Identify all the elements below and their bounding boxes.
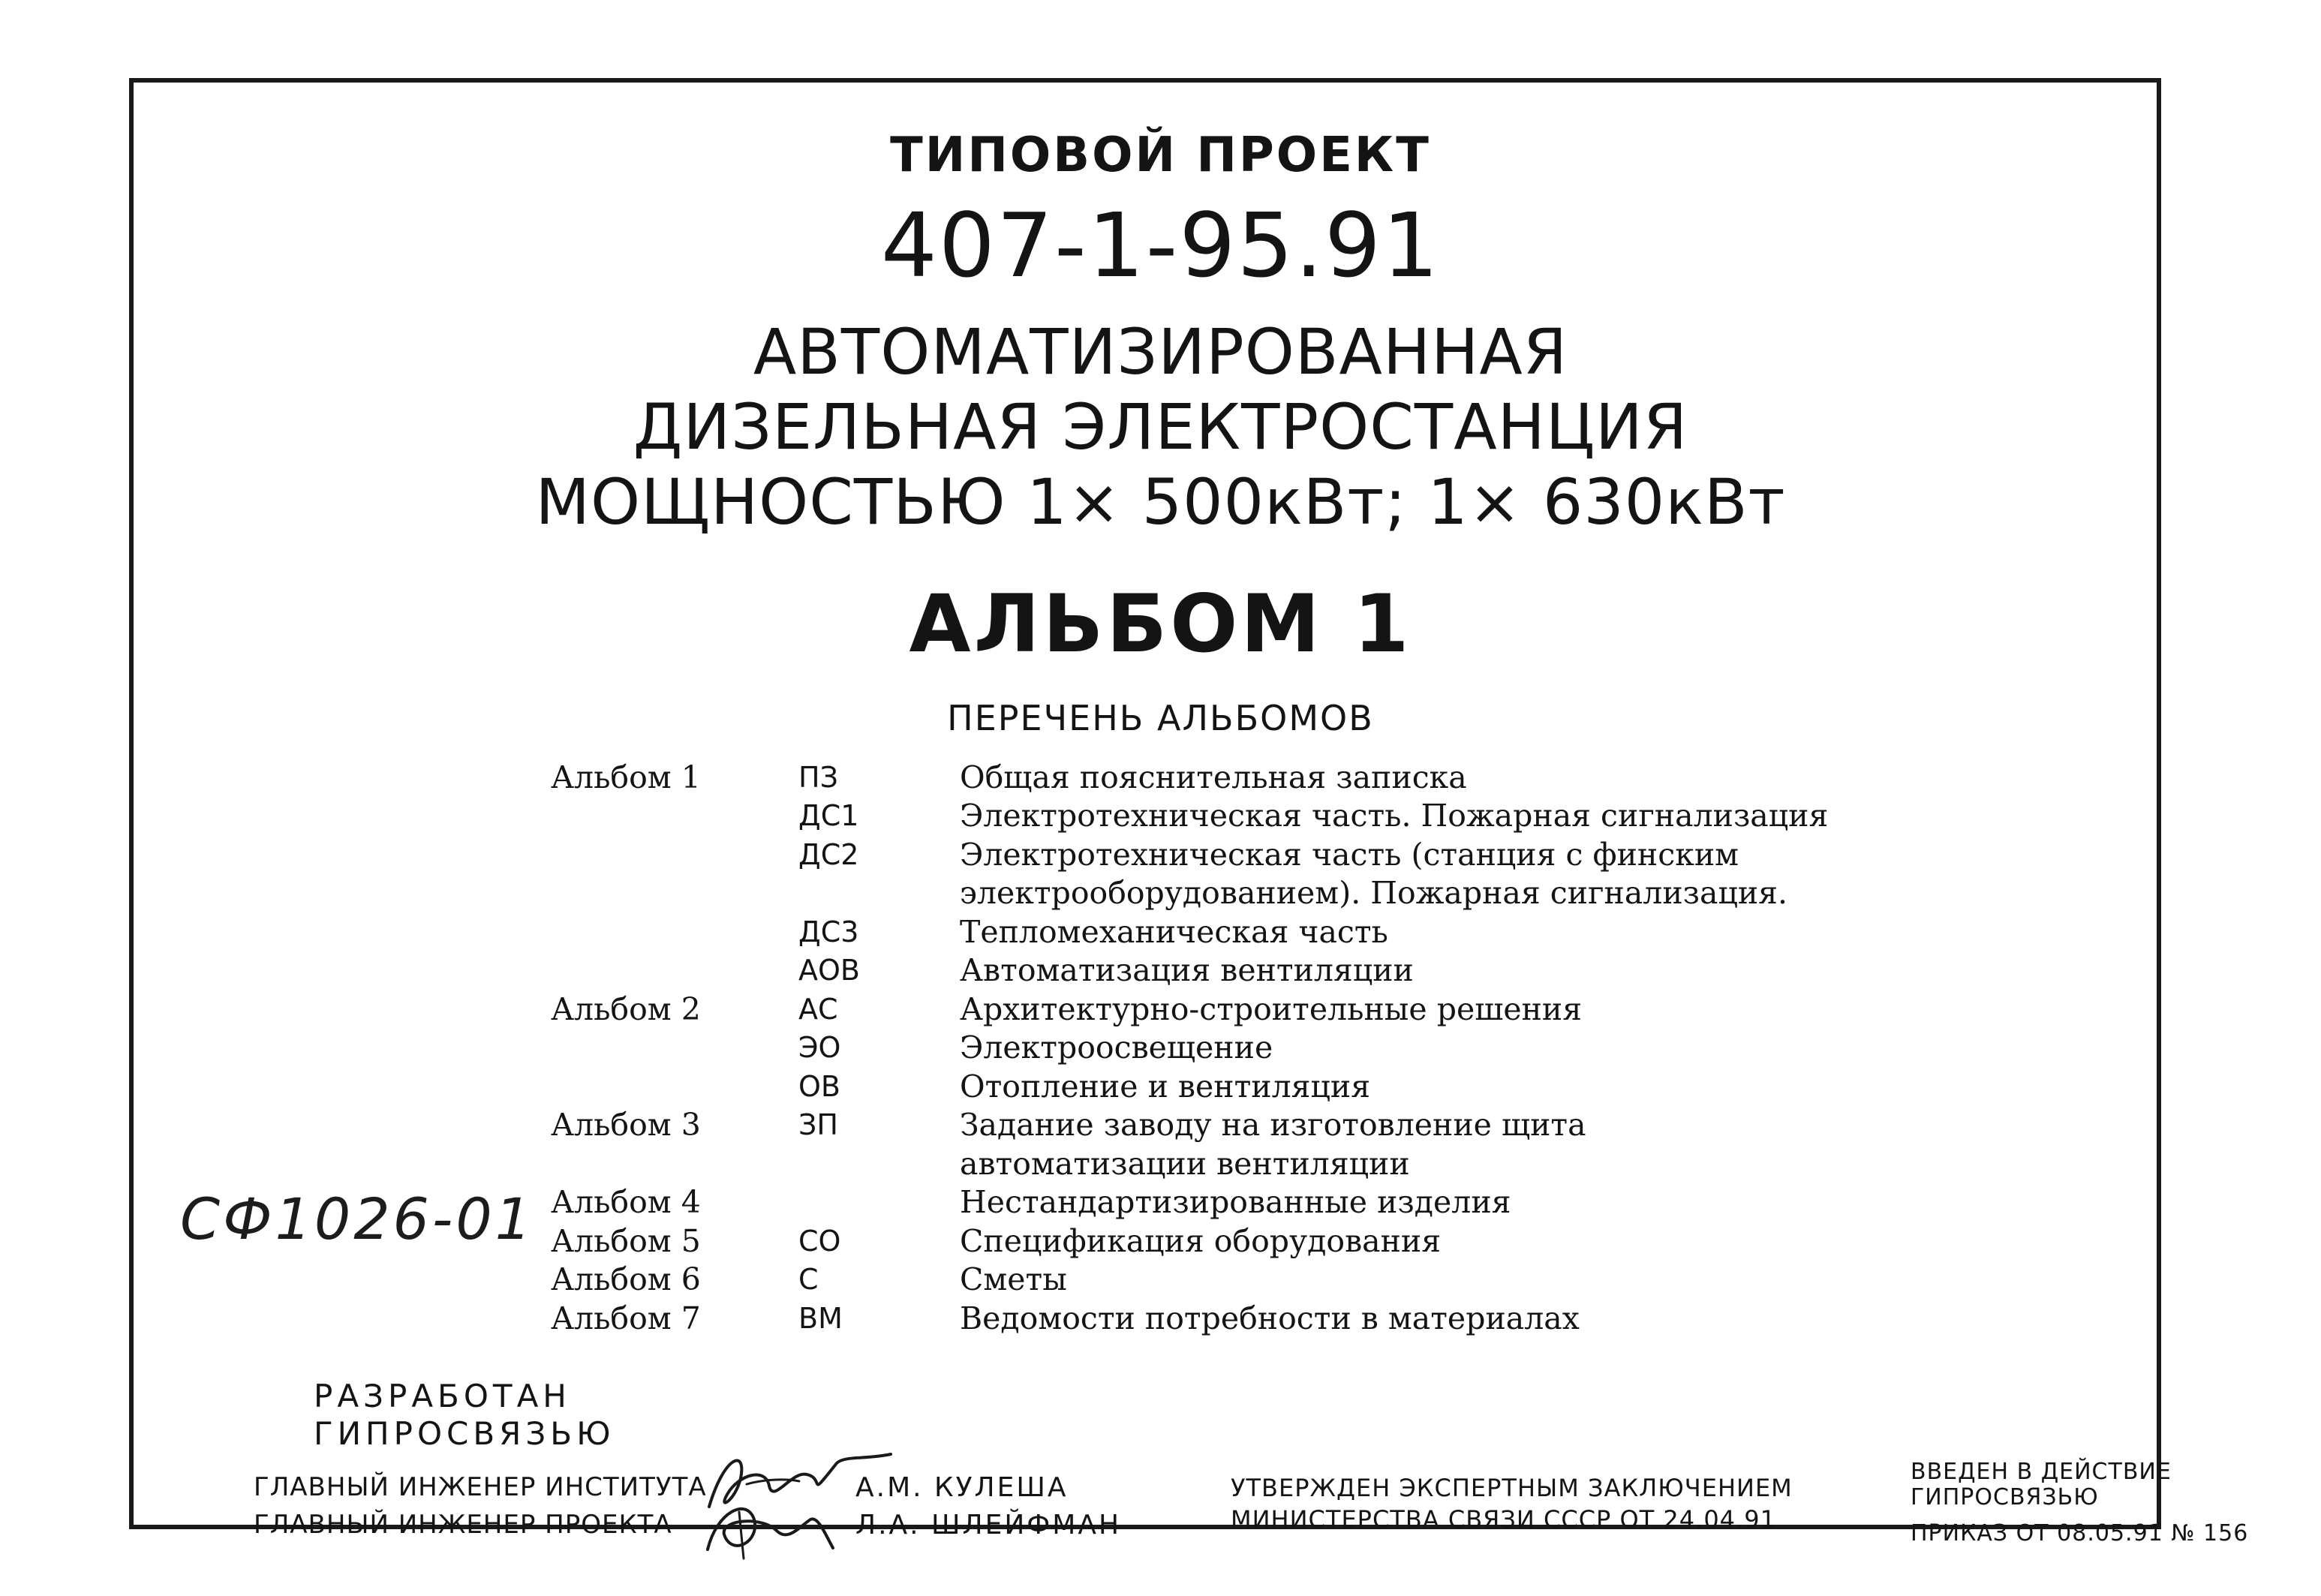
- album-list-heading: ПЕРЕЧЕНЬ АЛЬБОМОВ: [947, 698, 1374, 738]
- signer-name-2: Л.А. ШЛЕЙФМАН: [855, 1510, 1122, 1540]
- list-item: [551, 1067, 1898, 1106]
- section-title: Отопление и вентиляция: [960, 1068, 1371, 1105]
- signer-role-2: ГЛАВНЫЙ ИНЖЕНЕР ПРОЕКТА: [254, 1510, 672, 1540]
- list-item: [551, 1261, 1898, 1300]
- introduced-line-2: ГИПРОСВЯЗЬЮ: [1911, 1484, 2099, 1510]
- album-number: Альбом 4: [551, 1184, 701, 1221]
- section-title: Электроосвещение: [960, 1029, 1273, 1066]
- section-code: ПЗ: [798, 760, 838, 794]
- document-number: 407-1-95.91: [880, 194, 1441, 297]
- section-code: ДС2: [798, 837, 859, 871]
- list-item: [551, 1299, 1898, 1338]
- album-list: [551, 758, 1898, 1338]
- approval-line-1: УТВЕРЖДЕН ЭКСПЕРТНЫМ ЗАКЛЮЧЕНИЕМ: [1231, 1474, 1793, 1502]
- section-title: Нестандартизированные изделия: [960, 1184, 1511, 1221]
- section-title: Общая пояснительная записка: [960, 759, 1467, 795]
- section-code: ДС3: [798, 915, 859, 948]
- section-title: Автоматизация вентиляции: [960, 952, 1414, 989]
- title-line-3: МОЩНОСТЬЮ 1× 500кВт; 1× 630кВт: [535, 465, 1786, 539]
- list-item: [551, 1106, 1898, 1145]
- section-title: Задание заводу на изготовление щита: [960, 1107, 1586, 1144]
- section-code: АОВ: [798, 954, 860, 987]
- section-code: ОВ: [798, 1069, 840, 1103]
- list-item: [551, 835, 1898, 874]
- list-item: [551, 758, 1898, 797]
- introduced-line-1: ВВЕДЕН В ДЕЙСТВИЕ: [1911, 1459, 2172, 1485]
- approval-line-2: МИНИСТЕРСТВА СВЯЗИ СССР ОТ 24.04.91: [1231, 1505, 1776, 1534]
- album-number: Альбом 2: [551, 990, 701, 1027]
- signer-role-1: ГЛАВНЫЙ ИНЖЕНЕР ИНСТИТУТА: [254, 1472, 707, 1502]
- section-title: автоматизации вентиляции: [960, 1145, 1410, 1182]
- section-title: Спецификация оборудования: [960, 1222, 1442, 1259]
- list-item: [551, 951, 1898, 990]
- section-code: ВМ: [798, 1301, 843, 1335]
- list-item: [551, 912, 1898, 951]
- section-title: Электротехническая часть (станция с финским: [960, 836, 1739, 873]
- album-number: Альбом 1: [551, 759, 701, 795]
- list-item: [551, 1144, 1898, 1183]
- list-item: [551, 1029, 1898, 1068]
- signature-2-icon: [694, 1489, 844, 1564]
- signer-name-1: А.М. КУЛЕША: [855, 1472, 1069, 1503]
- list-item: [551, 990, 1898, 1029]
- section-title: Электротехническая часть. Пожарная сигнализация: [960, 798, 1829, 834]
- title-line-2: ДИЗЕЛЬНАЯ ЭЛЕКТРОСТАНЦИЯ: [633, 390, 1688, 464]
- introduced-order: ПРИКАЗ ОТ 08.05.91 № 156: [1911, 1520, 2249, 1546]
- album-number: Альбом 6: [551, 1261, 701, 1298]
- section-title: Ведомости потребности в материалах: [960, 1300, 1580, 1336]
- album-number: Альбом 5: [551, 1222, 701, 1259]
- album-number: Альбом 3: [551, 1107, 701, 1144]
- section-title: электрооборудованием). Пожарная сигнализация.: [960, 875, 1788, 912]
- title-line-1: АВТОМАТИЗИРОВАННАЯ: [753, 315, 1568, 389]
- album-number: Альбом 7: [551, 1300, 701, 1336]
- album-title: АЛЬБОМ 1: [909, 578, 1412, 670]
- list-item: [551, 1183, 1898, 1222]
- section-code: С: [798, 1263, 819, 1297]
- document-kind: ТИПОВОЙ ПРОЕКТ: [890, 128, 1431, 183]
- list-item: [551, 797, 1898, 836]
- section-code: ДС1: [798, 799, 859, 833]
- developer-organization: ГИПРОСВЯЗЬЮ: [314, 1415, 615, 1452]
- list-item: [551, 1222, 1898, 1261]
- section-title: Тепломеханическая часть: [960, 913, 1388, 950]
- section-code: СО: [798, 1224, 841, 1258]
- handwritten-archive-code: СФ1026-01: [180, 1186, 535, 1252]
- section-code: ЗП: [798, 1108, 838, 1142]
- list-item: [551, 874, 1898, 913]
- section-code: ЭО: [798, 1031, 841, 1065]
- section-title: Сметы: [960, 1261, 1067, 1298]
- section-code: АС: [798, 992, 838, 1026]
- developer-label: РАЗРАБОТАН: [314, 1378, 571, 1414]
- section-title: Архитектурно-строительные решения: [960, 990, 1583, 1027]
